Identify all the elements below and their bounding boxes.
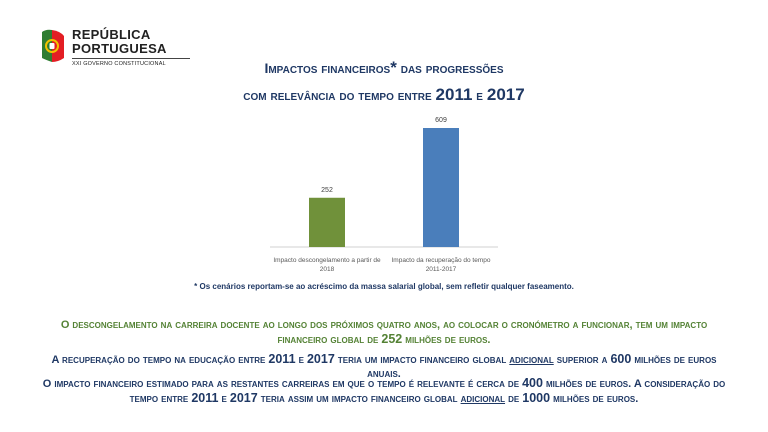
- p2-text-d: milhões de euros anuais.: [367, 354, 717, 380]
- data-label-1: 252: [321, 186, 333, 194]
- p1-text-b: milhões de euros.: [402, 334, 491, 346]
- p2-text-b: teria um impacto financeiro global: [334, 354, 510, 366]
- p3-year2: 2017: [229, 391, 258, 405]
- p1-text-a: O descongelamento na carreira docente ao longo dos próximos quatro anos, ao colocar o cronómetro a funcionar, tem um impacto financeiro global de: [60, 319, 708, 346]
- p2-number: 600: [610, 352, 632, 366]
- logo-subtitle: XXI GOVERNO CONSTITUCIONAL: [72, 61, 166, 67]
- chart-footnote: * Os cenários reportam-se ao acréscimo da massa salarial global, sem refletir qualquer faseamento.: [194, 282, 574, 291]
- title2-year1: 2011: [435, 85, 473, 104]
- x-tick-label-2-line-1: Impacto da recuperação do tempo: [391, 257, 491, 264]
- p3-text-e: milhões de euros.: [550, 393, 639, 405]
- p3-text-d: de: [505, 393, 523, 405]
- data-label-2: 609: [435, 117, 447, 124]
- title-text-a: Impactos financeiros: [264, 60, 391, 76]
- x-tick-label-2-line-2: 2011-2017: [425, 266, 457, 273]
- p3-number2: 1000: [522, 391, 551, 405]
- title2-mid: e: [472, 87, 487, 103]
- p2-year1: 2011: [268, 352, 296, 366]
- title2-text-a: com relevância do tempo entre: [243, 87, 436, 103]
- p3-number1: 400: [522, 376, 543, 390]
- title-text-c: das progressões: [396, 60, 504, 76]
- p2-mid: e: [295, 354, 307, 366]
- p2-year2: 2017: [306, 352, 335, 366]
- paragraph-descongelamento: [40, 318, 728, 347]
- logo-line2: PORTUGUESA: [72, 41, 167, 56]
- p3-text-a: O impacto financeiro estimado para as restantes carreiras em que o tempo é relevante é cerca de: [42, 378, 523, 390]
- p1-number: 252: [381, 332, 403, 346]
- p3-year1: 2011: [191, 391, 219, 405]
- logo-line1: REPÚBLICA: [72, 27, 151, 42]
- bar-1: [309, 198, 345, 247]
- p2-text-a: A recuperação do tempo na educação entre: [51, 354, 269, 366]
- p3-adicional: adicional: [460, 393, 506, 405]
- x-tick-label-1-line-1: Impacto descongelamento a partir de: [273, 257, 381, 264]
- paragraph-restantes-carreiras: [40, 376, 728, 406]
- p3-text-b: milhões de euros. A consideração do tempo entre: [129, 378, 726, 405]
- title-asterisk: *: [390, 58, 397, 77]
- p3-mid: e: [218, 393, 230, 405]
- x-tick-label-1-line-2: 2018: [319, 266, 335, 273]
- p2-text-c: superior a: [553, 354, 611, 366]
- p3-text-c: teria assim um impacto financeiro global: [257, 393, 461, 405]
- p2-adicional: adicional: [509, 354, 554, 366]
- title2-year2: 2017: [486, 85, 525, 104]
- bar-2: [423, 128, 459, 247]
